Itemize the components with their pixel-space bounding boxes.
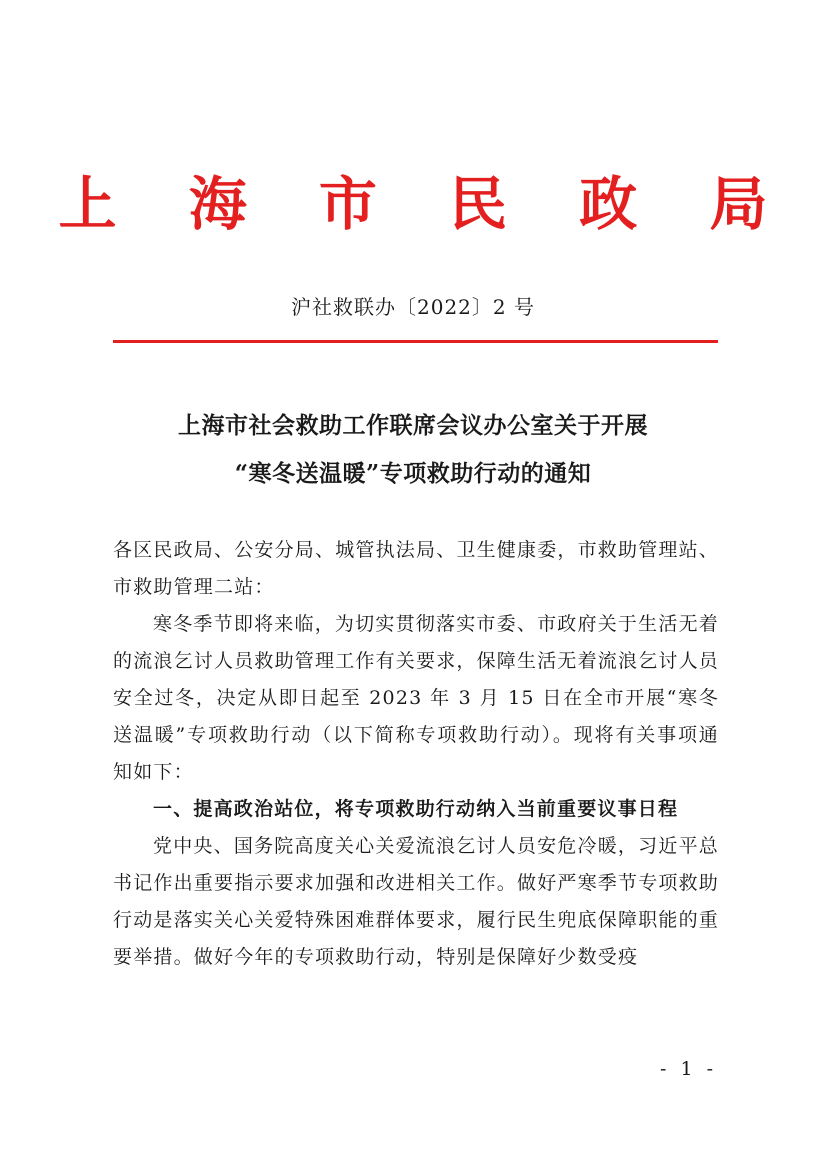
document-title (0, 402, 826, 498)
title-line-1: 上海市社会救助工作联席会议办公室关于开展 (178, 412, 648, 439)
document-number: 沪社救联办〔2022〕2 号 (291, 295, 535, 319)
section-heading-1: 一、提高政治站位，将专项救助行动纳入当前重要议事日程 (153, 798, 679, 820)
section-1-paragraph: 党中央、国务院高度关心关爱流浪乞讨人员安危冷暖，习近平总书记作出重要指示要求加强和改进相关工作。做好严寒季节专项救助行动是落实关心关爱特殊困难群体要求，履行民生兜底保障职能的重要举措。做好今年的专项救助行动，特别是保障好少数受疫 (113, 835, 720, 968)
page-number: - 1 - (660, 1058, 718, 1080)
title-line-2: “寒冬送温暖”专项救助行动的通知 (234, 460, 592, 487)
document-body (113, 532, 719, 976)
addressee-paragraph: 各区民政局、公安分局、城管执法局、卫生健康委，市救助管理站、市救助管理二站： (113, 539, 720, 598)
intro-paragraph: 寒冬季节即将来临，为切实贯彻落实市委、市政府关于生活无着的流浪乞讨人员救助管理工作有关要求，保障生活无着流浪乞讨人员安全过冬，决定从即日起至 2023 年 3 月 15 日在全市开展“寒冬送温暖”专项救助行动（以下简称专项救助行动）。现将有关事项通知如下： (113, 613, 720, 783)
red-divider-line (113, 340, 718, 343)
agency-masthead: 上 海 市 民 政 局 (58, 170, 794, 238)
